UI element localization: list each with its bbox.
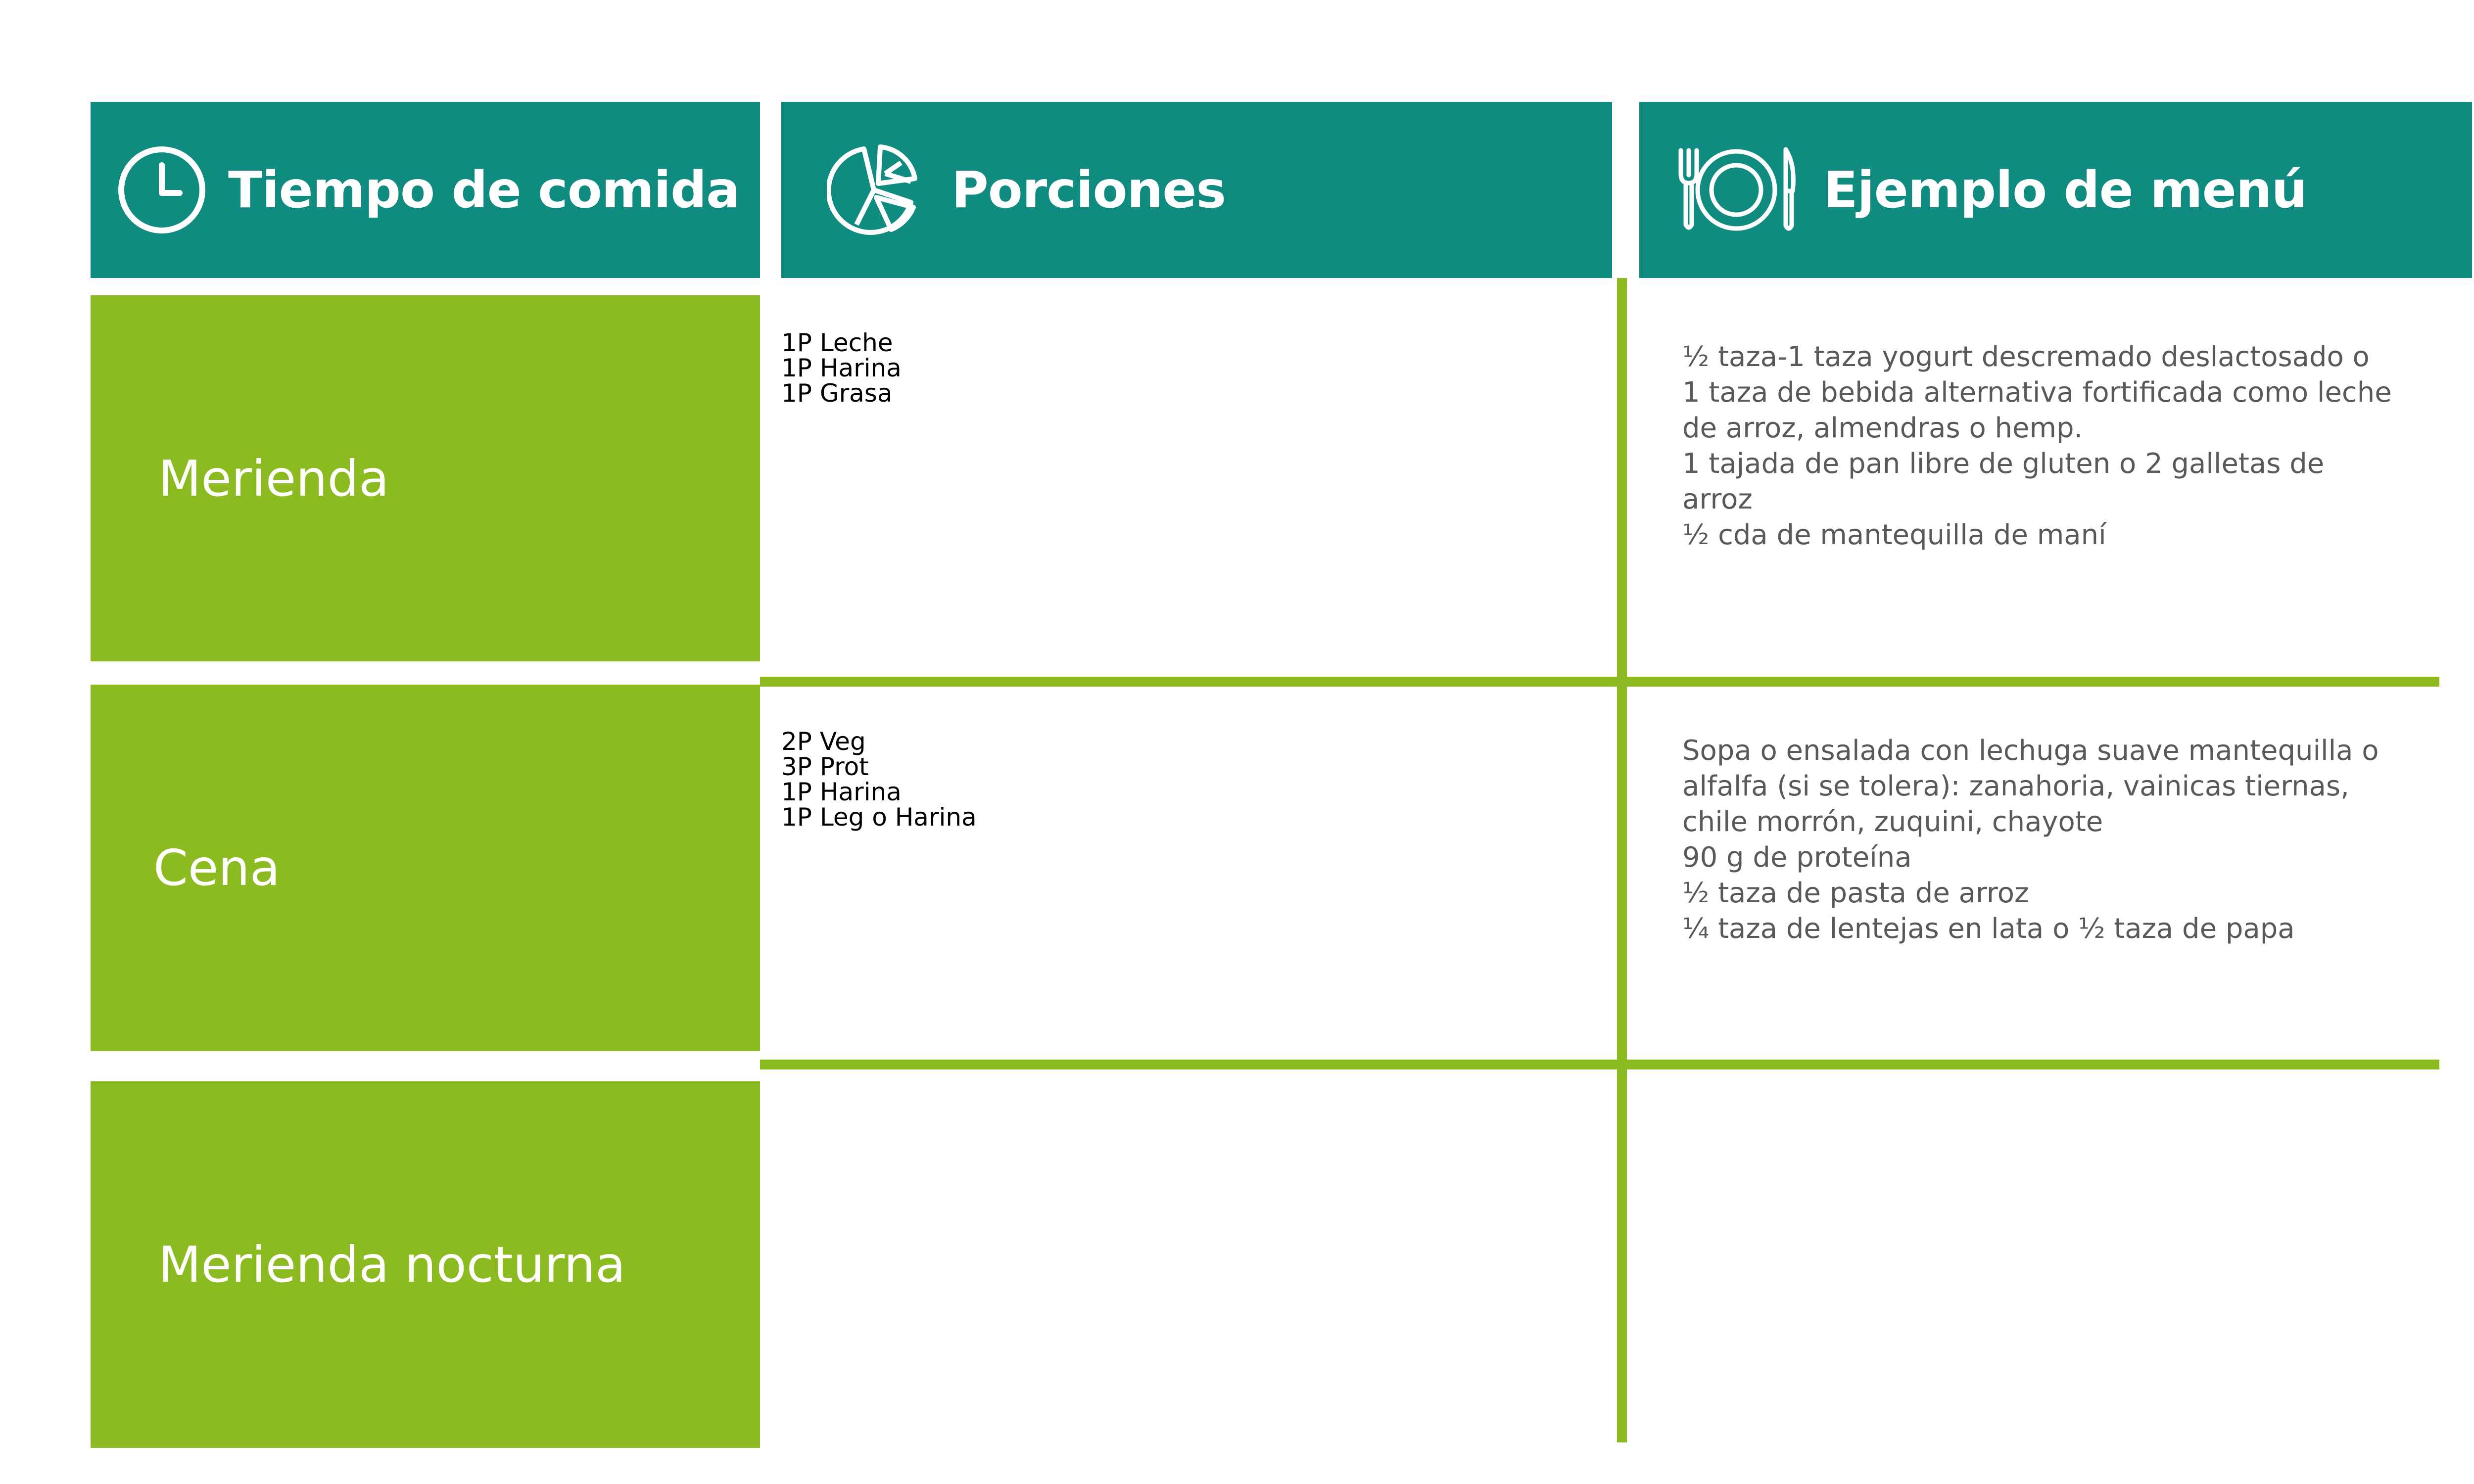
portion-item: 1P Harina: [781, 778, 902, 806]
menu-line: 90 g de proteína: [1682, 841, 1912, 874]
meal-cell-cena: [91, 685, 760, 1051]
portion-item: 3P Prot: [781, 752, 869, 781]
meal-label: Merienda nocturna: [158, 1236, 626, 1294]
menu-line: ½ taza-1 taza yogurt descremado deslactosado o: [1682, 341, 2370, 373]
menu-line: 1 tajada de pan libre de gluten o 2 galletas de: [1682, 448, 2325, 480]
header-title-menu: Ejemplo de menú: [1823, 160, 2307, 220]
pie-chart-icon: [827, 143, 921, 237]
portion-item: 1P Leg o Harina: [781, 803, 977, 832]
meal-cell-merienda-nocturna: [91, 1081, 760, 1448]
portion-item: 2P Veg: [781, 727, 866, 756]
menu-line: ½ taza de pasta de arroz: [1682, 877, 2029, 909]
menu-line: arroz: [1682, 483, 1753, 515]
portions-list-merienda: [781, 330, 902, 406]
header-title-porciones: Porciones: [952, 160, 1226, 220]
menu-example-cena: [1682, 733, 2474, 947]
meal-label: Merienda: [158, 449, 389, 508]
header-tiempo-de-comida: [91, 102, 760, 278]
grid-horizontal-divider-1: [760, 677, 2439, 687]
portion-item: 1P Harina: [781, 354, 902, 382]
plate-fork-knife-icon: [1674, 145, 1799, 234]
meal-cell-merienda: [91, 295, 760, 661]
menu-line: alfalfa (si se tolera): zanahoria, vainicas tiernas,: [1682, 770, 2349, 802]
menu-line: chile morrón, zuquini, chayote: [1682, 806, 2103, 838]
portions-list-cena: [781, 729, 977, 830]
menu-example-merienda: [1682, 339, 2474, 553]
grid-vertical-divider: [1617, 278, 1627, 1442]
clock-icon: [116, 144, 207, 235]
menu-line: ½ cda de mantequilla de maní: [1682, 519, 2106, 551]
portion-item: 1P Grasa: [781, 379, 893, 408]
header-porciones: [781, 102, 1612, 278]
portion-item: 1P Leche: [781, 328, 893, 357]
grid-horizontal-divider-2: [760, 1060, 2439, 1069]
menu-line: ¼ taza de lentejas en lata o ½ taza de papa: [1682, 913, 2295, 945]
menu-line: de arroz, almendras o hemp.: [1682, 412, 2083, 444]
meal-label: Cena: [153, 839, 281, 897]
header-title-tiempo: Tiempo de comida: [228, 160, 740, 220]
header-ejemplo-de-menu: [1639, 102, 2472, 278]
menu-line: Sopa o ensalada con lechuga suave mantequilla o: [1682, 735, 2379, 767]
menu-line: 1 taza de bebida alternativa fortificada como leche: [1682, 376, 2392, 409]
